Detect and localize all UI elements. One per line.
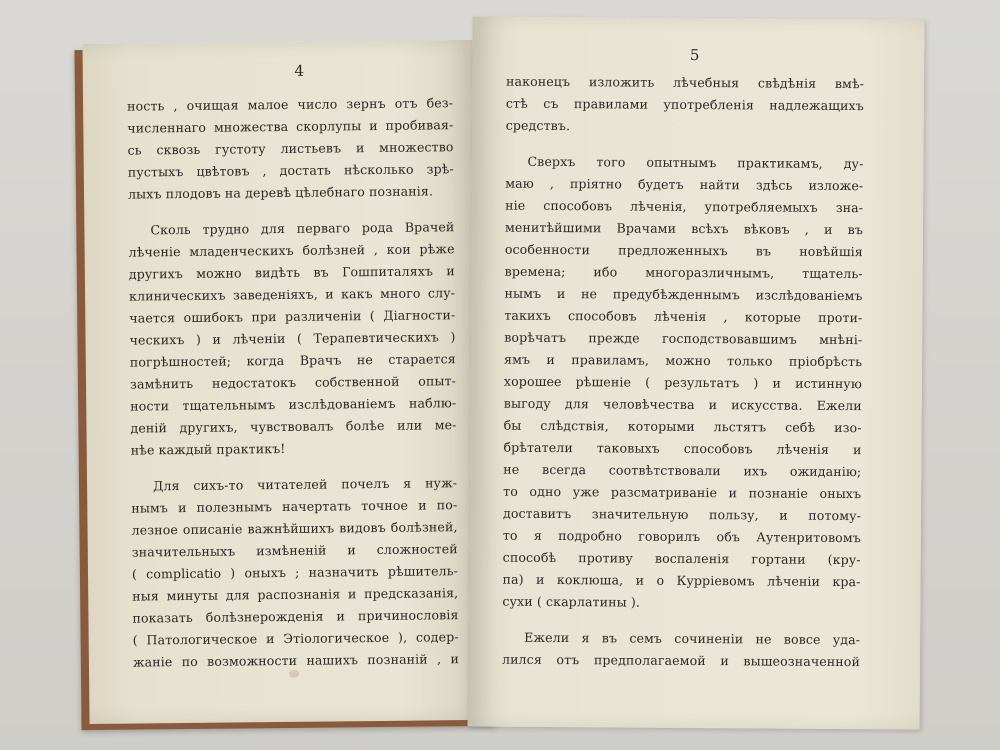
text-line: нѣе каждый практикъ! bbox=[130, 440, 286, 458]
left-page bbox=[82, 40, 481, 724]
text-line: нымъ и не предубѣжденнымъ изслѣдованіемъ bbox=[504, 285, 863, 304]
text-line: маю , пріятно будетъ найти здѣсь изложе- bbox=[505, 175, 864, 194]
text-line: деній другихъ, чувствовалъ болѣе или ме- bbox=[130, 417, 457, 436]
text-line: средствъ. bbox=[505, 117, 571, 134]
page-number-right: 5 bbox=[689, 45, 701, 65]
right-page-text bbox=[502, 71, 864, 673]
text-line: численнаго множества скорлупы и пробивая- bbox=[127, 117, 454, 136]
text-line: стѣ съ правилами употребленія надлежащихъ bbox=[505, 95, 864, 114]
text-line: доставитъ значительную пользу, и потому- bbox=[502, 505, 862, 524]
text-line: замѣнить недостатокъ собственной опыт- bbox=[129, 373, 457, 392]
text-line: то я подробно говорилъ объ Аутенритовомъ bbox=[502, 527, 861, 546]
text-line: то одно уже разсматриваніе и познаніе оныхъ bbox=[503, 483, 862, 502]
text-line: особенности предложенныхъ въ новѣйшія bbox=[504, 241, 863, 260]
text-line: жаніе по возможности нашихъ познаній , и bbox=[132, 651, 459, 670]
text-line: другихъ можно видѣть въ Гошпиталяхъ и bbox=[128, 263, 455, 282]
text-line: сухи ( скарлатины ). bbox=[502, 593, 641, 610]
text-line: Сколь трудно для перваго рода Врачей bbox=[150, 219, 455, 238]
text-line: ности тщательнымъ изслѣдованіемъ наблю- bbox=[130, 395, 457, 414]
text-line: показать болѣзнерожденія и причинословія bbox=[132, 607, 459, 626]
text-line: времена; ибо многоразличнымъ, тщатель- bbox=[504, 263, 863, 282]
text-line: погрѣшностей; когда Врачъ не старается bbox=[129, 351, 456, 370]
text-line: нымъ и полезнымъ начертать точное и по- bbox=[131, 497, 458, 516]
left-page-text bbox=[127, 92, 459, 673]
text-line: па) и коклюша, и о Курріевомъ лѣченіи кра- bbox=[502, 571, 861, 590]
text-line: хорошее рѣшеніе ( результатъ ) и истинную bbox=[503, 373, 862, 392]
text-line: значительныхъ измѣненій и сложностей bbox=[131, 541, 458, 560]
text-line: лыхъ плодовъ на деревѣ цѣлебнаго познанія. bbox=[127, 183, 434, 202]
text-line: ямъ и правиламъ, можно только пріобрѣсть bbox=[504, 351, 863, 370]
text-line: такихъ способовъ лѣченія , которые проти- bbox=[504, 307, 863, 326]
text-line: клиническихъ заведеніяхъ, и какъ много слу- bbox=[129, 285, 456, 304]
text-line: лѣченіе младенческихъ болѣзней , кои рѣже bbox=[128, 241, 455, 260]
paper-stain bbox=[289, 670, 299, 678]
text-line: ворѣчатъ прежде господствовавшимъ мнѣні- bbox=[504, 329, 863, 348]
text-line: бы слѣдствія, которыми льстятъ себѣ изо- bbox=[503, 417, 862, 436]
text-line: Для сихъ-то читателей почелъ я нуж- bbox=[153, 475, 458, 494]
page-number-left: 4 bbox=[294, 61, 306, 80]
text-line: ( Патологическое и Этіологическое ), содер- bbox=[132, 629, 459, 648]
text-line: ( complicatio ) оныхъ ; назначить рѣшитель- bbox=[131, 563, 459, 582]
text-line: Ежели я въ семъ сочиненіи не вовсе уда- bbox=[524, 629, 861, 648]
text-line: сь сквозь густоту листьевъ и множество bbox=[127, 139, 454, 158]
text-line: ніе способовъ лѣченія, употребляемыхъ зна- bbox=[505, 197, 864, 216]
text-line: способѣ противу воспаленія гортани (кру- bbox=[502, 549, 861, 568]
text-line: не всегда соотвѣтствовали ихъ ожиданію; bbox=[503, 461, 862, 480]
text-line: ныя минуты для распознанія и предсказанія, bbox=[132, 585, 459, 604]
text-line: Сверхъ того опытнымъ практикамъ, ду- bbox=[527, 153, 864, 172]
text-line: брѣтатели таковыхъ способовъ лѣченія и bbox=[503, 439, 862, 458]
right-page bbox=[468, 16, 925, 729]
text-line: выгоду для человѣчества и искусства. Ежели bbox=[503, 395, 862, 414]
text-line: лился отъ предполагаемой и вышеозначенной bbox=[501, 651, 861, 670]
text-line: чается ошибокъ при различеніи ( Діагности- bbox=[129, 307, 456, 326]
text-line: менитѣйшими Врачами всѣхъ вѣковъ , и въ bbox=[504, 219, 864, 238]
text-line: ность , очищая малое число зернъ отъ без- bbox=[127, 95, 454, 114]
text-line: лезное описаніе важнѣйшихъ видовъ болѣзней, bbox=[131, 519, 458, 538]
text-line: наконецъ изложить лѣчебныя свѣдѣнія вмѣ- bbox=[505, 73, 865, 92]
text-line: ческихъ ) и лѣченіи ( Терапевтическихъ ) bbox=[129, 329, 456, 348]
text-line: пустыхъ цвѣтовъ , достать нѣсколько зрѣ- bbox=[127, 161, 454, 180]
